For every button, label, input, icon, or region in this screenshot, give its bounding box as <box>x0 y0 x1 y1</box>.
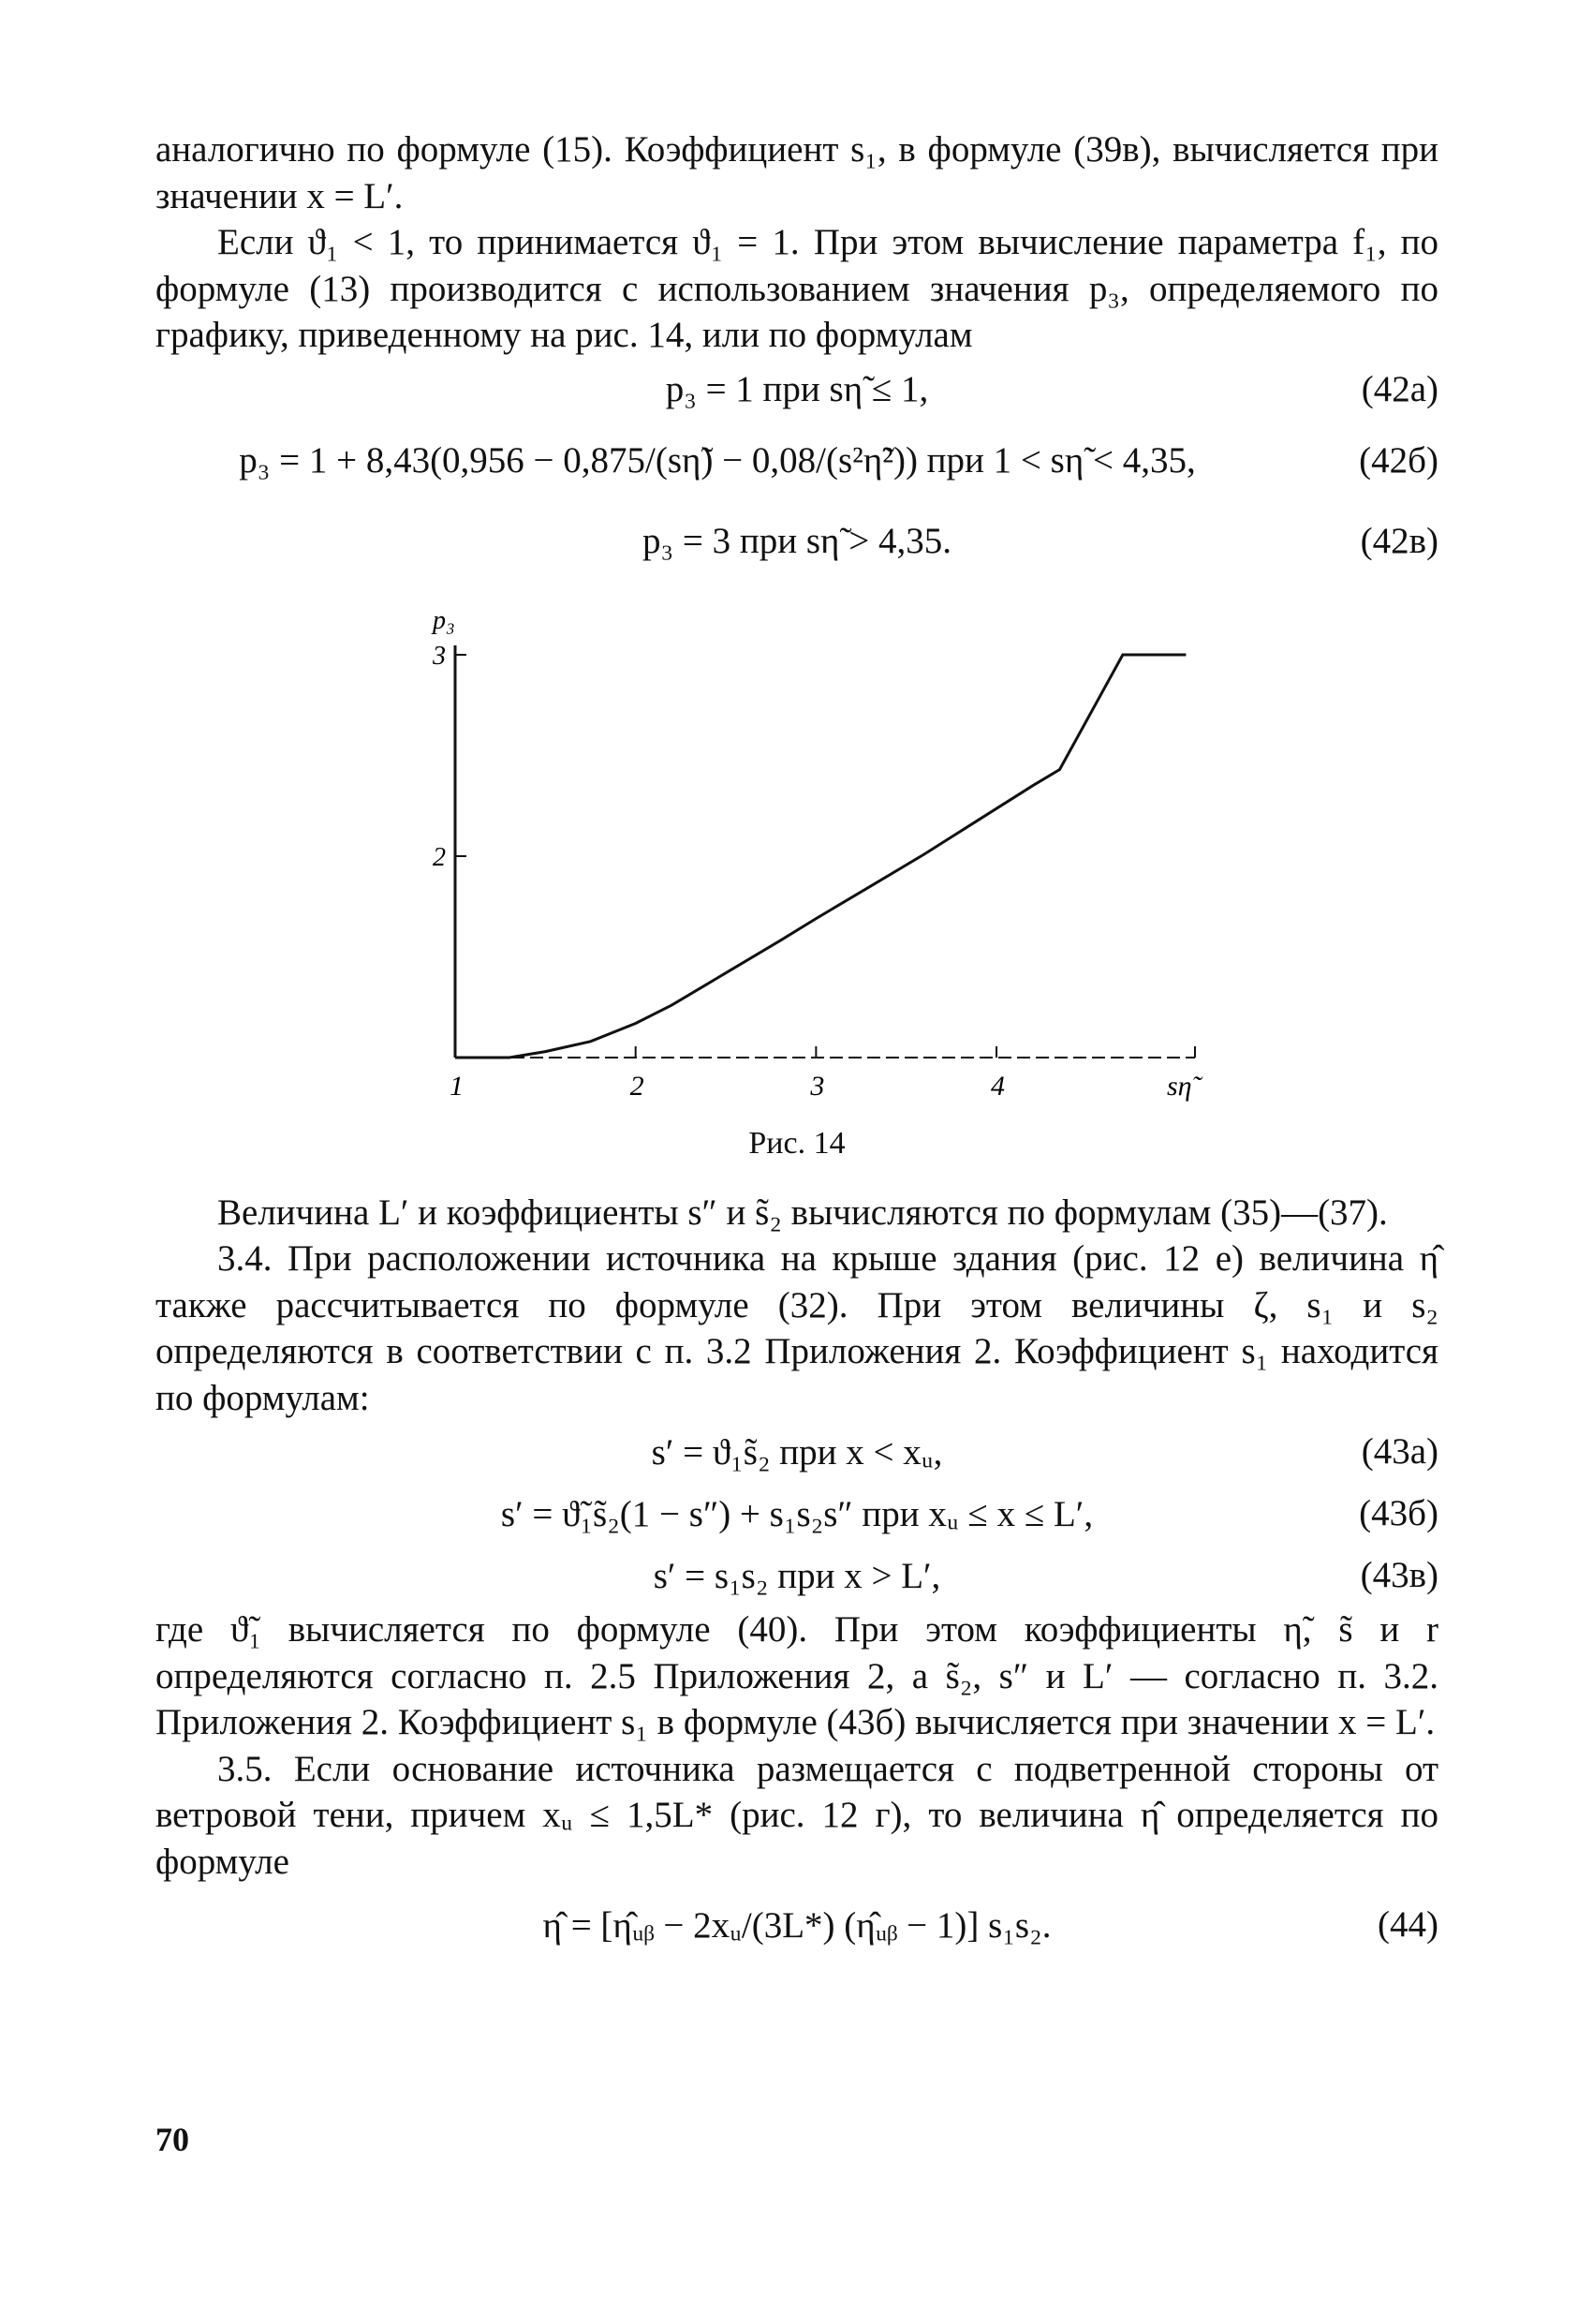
equation-44 <box>155 1885 1438 1965</box>
equation-42b-formula: p₃ = 1 + 8,43(0,956 − 0,875/(sη̃) − 0,08/(s²η̃²)) при 1 < sη̃ < 4,35, <box>239 439 1196 481</box>
x-tick-label: 1 <box>450 1070 464 1102</box>
equation-43v-formula: s′ = s₁s₂ при x > L′, <box>653 1555 941 1596</box>
x-tick-label: 4 <box>991 1070 1006 1102</box>
equation-42v <box>155 501 1438 582</box>
paragraph-4: 3.4. При расположении источника на крыше здания (рис. 12 e) величина η̂ также рассчитывается по формуле (32). При этом величины ζ, s₁ и s₂ определяются в соответствии с п. 3.2 Приложения 2. Коэффициент s₁ находится по формулам: <box>155 1238 1438 1418</box>
equation-43v <box>155 1545 1438 1606</box>
paragraph-6: 3.5. Если основание источника размещается с подветренной стороны от ветровой тени, причем xᵤ ≤ 1,5L* (рис. 12 г), то величина η̂ определяется по формуле <box>155 1748 1438 1882</box>
paragraph-5: где ϑ̃₁ вычисляется по формуле (40). При этом коэффициенты η̃, s̃ и r определяются согласно п. 2.5 Приложения 2, а s̃₂, s″ и L′ — согласно п. 3.2. Приложения 2. Коэффициент s₁ в формуле (43б) вычисляется при значении x = L′. <box>155 1609 1438 1743</box>
x-tick-label: 2 <box>629 1070 644 1102</box>
equation-43a-formula: s′ = ϑ₁s̃₂ при x < xᵤ, <box>651 1431 943 1473</box>
y-tick-label: 3 <box>433 641 446 671</box>
x-axis-label: sη̃ <box>1167 1070 1192 1102</box>
equation-43b <box>155 1483 1438 1545</box>
equation-42v-formula: p₃ = 3 при sη̃ > 4,35. <box>642 520 951 561</box>
equation-44-formula: η̂ = [η̂ᵤᵦ − 2xᵤ/(3L*) (η̂ᵤᵦ − 1)] s₁s₂. <box>542 1904 1052 1946</box>
equation-43v-number: (43в) <box>1360 1555 1438 1596</box>
paragraph-1: аналогично по формуле (15). Коэффициент s₁, в формуле (39в), вычисляется при значении x = L′. <box>155 129 1438 216</box>
equation-43a <box>155 1421 1438 1483</box>
chart-svg <box>390 599 1232 1123</box>
equation-42b-number: (42б) <box>1359 439 1438 481</box>
figure-14-chart <box>390 599 1232 1123</box>
equation-42a <box>155 359 1438 421</box>
equation-43b-formula: s′ = ϑ̃₁s̃₂(1 − s″) + s₁s₂s″ при xᵤ ≤ x ≤ L′, <box>500 1493 1094 1534</box>
x-tick-label: 3 <box>810 1070 825 1102</box>
equation-43a-number: (43а) <box>1361 1431 1438 1473</box>
equation-42b <box>155 421 1438 501</box>
page-content <box>155 126 1438 1965</box>
paragraph-2: Если ϑ₁ < 1, то принимается ϑ₁ = 1. При этом вычисление параметра f₁, по формуле (13) производится с использованием значения p₃, определяемого по графику, приведенному на рис. 14, или по формулам <box>155 222 1438 356</box>
equation-42a-number: (42а) <box>1361 368 1438 409</box>
equation-43b-number: (43б) <box>1359 1493 1438 1534</box>
figure-caption: Рис. 14 <box>748 1125 846 1161</box>
equation-44-number: (44) <box>1378 1904 1438 1946</box>
y-tick-label: 2 <box>433 842 446 872</box>
series-line <box>455 655 1186 1058</box>
equation-42a-formula: p₃ = 1 при sη̃ ≤ 1, <box>665 368 929 409</box>
page-number: 70 <box>155 2121 189 2158</box>
y-axis-label: p₃ <box>433 605 455 635</box>
paragraph-3: Величина L′ и коэффициенты s″ и s̃₂ вычисляются по формулам (35)—(37). <box>217 1192 1388 1233</box>
equation-42v-number: (42в) <box>1360 520 1438 561</box>
